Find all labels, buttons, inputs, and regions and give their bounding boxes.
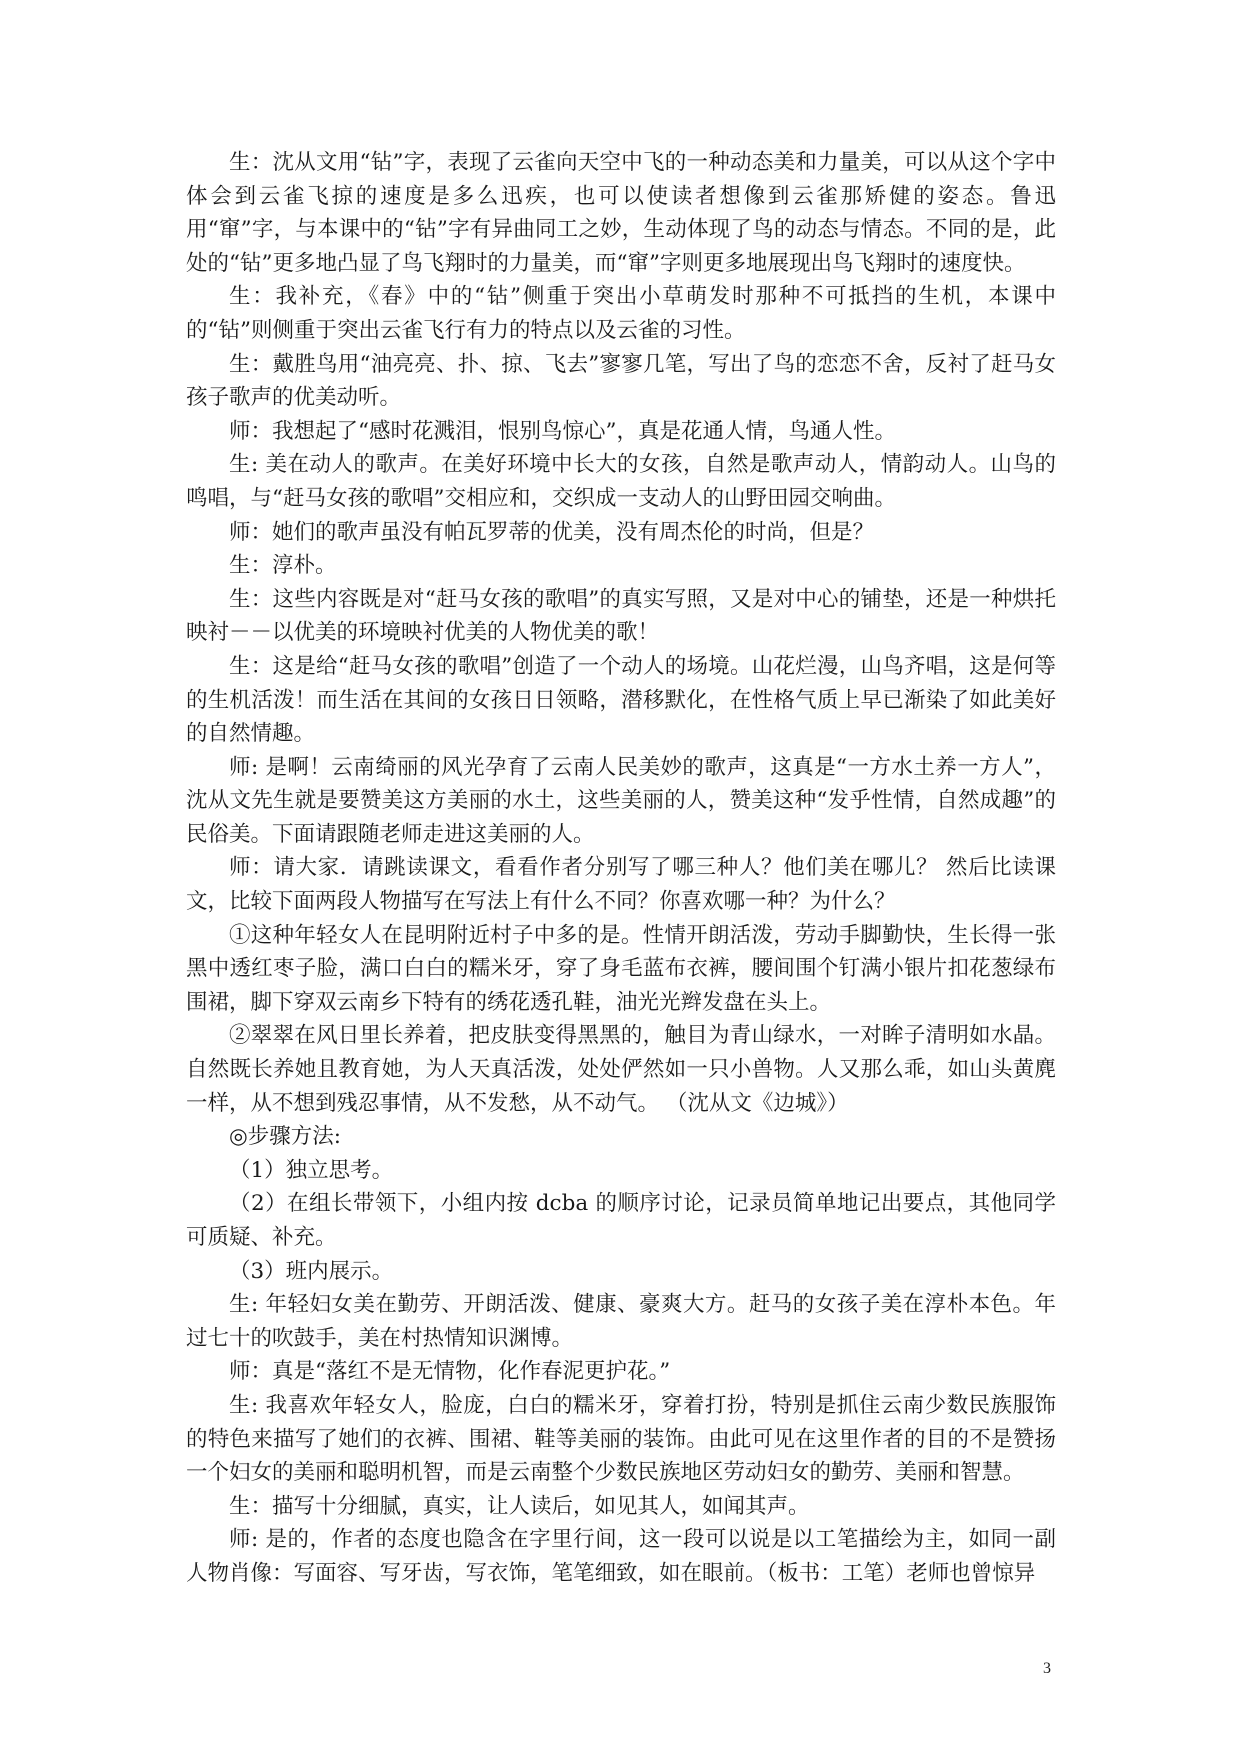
paragraph: 生：描写十分细腻，真实，让人读后，如见其人，如闻其声。 [229,1493,810,1519]
paragraph: 师：她们的歌声虽没有帕瓦罗蒂的优美，没有周杰伦的时尚，但是？ [229,519,875,545]
paragraph: 师: 是的，作者的态度也隐含在字里行间，这一段可以说是以工笔描绘为主，如同一副人物肖像：写面容、写牙齿，写衣饰，笔笔细致，如在眼前。（板书：工笔）老师也曾惊异 [186,1527,1056,1586]
paragraph: 生: 美在动人的歌声。在美好环境中长大的女孩，自然是歌声动人，情韵动人。山鸟的鸣唱，与“赶马女孩的歌唱”交相应和，交织成一支动人的山野田园交响曲。 [186,452,1056,511]
paragraph: 生：我补充，《春》中的“钻”侧重于突出小草萌发时那种不可抵挡的生机，本课中的“钻”则侧重于突出云雀飞行有力的特点以及云雀的习性。 [186,284,1056,343]
step-item: （2）在组长带领下，小组内按 dcba 的顺序讨论，记录员简单地记出要点，其他同学可质疑、补充。 [186,1191,1056,1250]
steps-heading: ◎步骤方法: [229,1124,342,1150]
document-body [186,146,1056,1591]
paragraph: 师: 是啊！云南绮丽的风光孕育了云南人民美妙的歌声，这真是“一方水土养一方人”，沈从文先生就是要赞美这方美丽的水土，这些美丽的人，赞美这种“发乎性情，自然成趣”的民俗美。下面请跟随老师走进这美丽的人。 [186,754,1056,847]
page-number: 3 [1043,1660,1051,1677]
step-item: （1）独立思考。 [229,1157,394,1183]
step-item: （3）班内展示。 [229,1258,394,1284]
paragraph: 生：戴胜鸟用“油亮亮、扑、掠、飞去”寥寥几笔，写出了鸟的恋恋不舍，反衬了赶马女孩子歌声的优美动听。 [186,351,1056,411]
paragraph: 生: 我喜欢年轻女人，脸庞，白白的糯米牙，穿着打扮，特别是抓住云南少数民族服饰的特色来描写了她们的衣裤、围裙、鞋等美丽的装饰。由此可见在这里作者的目的不是赞扬一个妇女的美丽和聪明机智，而是云南整个少数民族地区劳动妇女的勤劳、美丽和智慧。 [186,1392,1056,1486]
paragraph: 生：沈从文用“钻”字，表现了云雀向天空中飞的一种动态美和力量美，可以从这个字中体会到云雀飞掠的速度是多么迅疾，也可以使读者想像到云雀那矫健的姿态。鲁迅用“窜”字，与本课中的“钻”字有异曲同工之妙，生动体现了鸟的动态与情态。不同的是，此处的“钻”更多地凸显了鸟飞翔时的力量美，而“窜”字则更多地展现出鸟飞翔时的速度快。 [186,150,1056,276]
paragraph: 生: 年轻妇女美在勤劳、开朗活泼、健康、豪爽大方。赶马的女孩子美在淳朴本色。年过七十的吹鼓手，美在村热情知识渊博。 [186,1292,1056,1351]
paragraph: 生：这些内容既是对“赶马女孩的歌唱”的真实写照，又是对中心的铺垫，还是一种烘托映衬－－以优美的环境映衬优美的人物优美的歌！ [186,586,1056,646]
excerpt-paragraph-1: ①这种年轻女人在昆明附近村子中多的是。性情开朗活泼，劳动手脚勤快，生长得一张黑中透红枣子脸，满口白白的糯米牙，穿了身毛蓝布衣裤，腰间围个钉满小银片扣花葱绿布围裙，脚下穿双云南乡下特有的绣花透孔鞋，油光光辫发盘在头上。 [186,922,1056,1015]
excerpt-paragraph-2: ②翠翠在风日里长养着，把皮肤变得黑黑的，触目为青山绿水，一对眸子清明如水晶。自然既长养她且教育她，为人天真活泼，处处俨然如一只小兽物。人又那么乖，如山头黄麂一样，从不想到残忍事情，从不发愁，从不动气。 （沈从文《边城》） [186,1023,1056,1116]
paragraph: 生：这是给“赶马女孩的歌唱”创造了一个动人的场境。山花烂漫，山鸟齐唱，这是何等的生机活泼！而生活在其间的女孩日日领略，潜移默化，在性格气质上早已渐染了如此美好的自然情趣。 [186,653,1056,747]
paragraph: 师：真是“落红不是无情物，化作春泥更护花。” [229,1359,671,1385]
paragraph: 师：请大家．请跳读课文，看看作者分别写了哪三种人？他们美在哪儿？ 然后比读课文，比较下面两段人物描写在写法上有什么不同？你喜欢哪一种？为什么？ [186,855,1056,915]
paragraph: 生：淳朴。 [229,553,337,579]
paragraph: 师：我想起了“感时花溅泪，恨别鸟惊心”，真是花通人情，鸟通人性。 [229,418,896,444]
